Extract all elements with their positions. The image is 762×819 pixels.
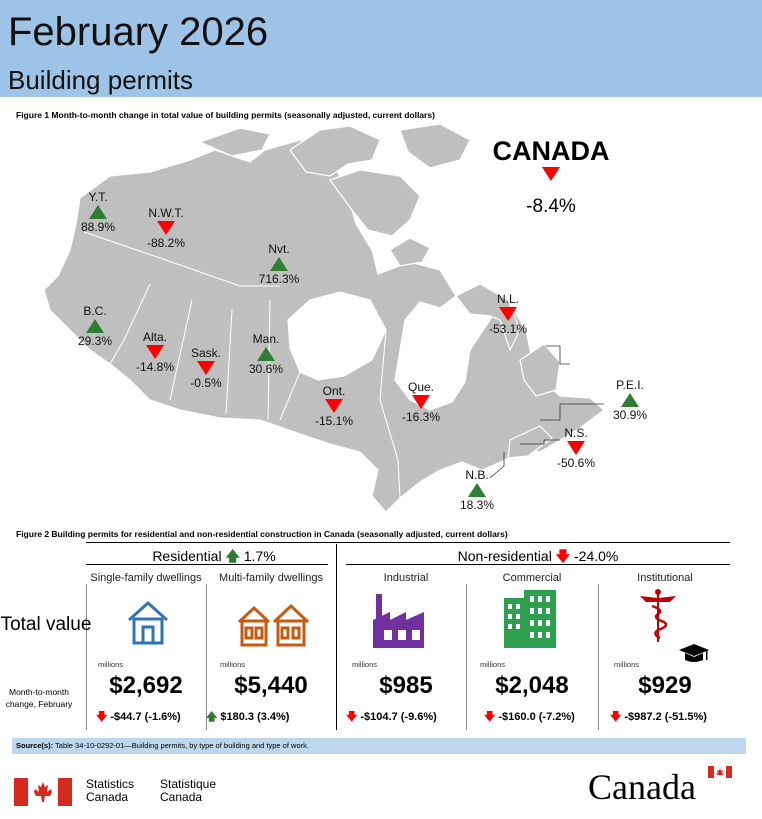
province-label: Alta. [142,330,167,344]
total-value-label: Total value [0,614,92,635]
up-arrow-icon: 🡅 [206,711,218,723]
statcan-en-line2: Canada [86,790,129,804]
office-building-icon [502,588,560,650]
down-triangle-icon [566,440,586,456]
units-label: millions [220,660,246,669]
source-text: Table 34-10-0292-01—Building permits, by type of building and type of work. [55,741,309,750]
up-triangle-icon [269,256,289,272]
canada-label: CANADA [492,136,610,166]
province-value: -15.1% [314,414,354,428]
down-triangle-icon [145,344,165,360]
category-label: Single-family dwellings [90,572,202,584]
divider [346,564,730,565]
province-label: Que. [407,380,434,394]
statcan-french [160,778,216,804]
change-text: -$44.7 (-1.6%) [110,711,181,723]
province-label: Man. [252,332,280,346]
figure2-caption: Figure 2 Building permits for residential and non-residential construction in Canada (seasonally adjusted, current dollars) [16,529,508,539]
category-value: $2,692 [109,672,183,699]
units-label: millions [352,660,378,669]
map-region-arctic-3 [400,124,470,168]
province-value: 30.9% [612,408,648,422]
province-ns [556,426,606,470]
province-que [401,380,451,424]
canada-value: -8.4% [526,196,576,217]
province-value: 716.3% [258,272,300,286]
nonresidential-header [346,546,730,570]
down-arrow-icon: 🡇 [346,711,358,723]
up-triangle-icon [256,346,276,362]
up-triangle-icon [467,482,487,498]
province-label: Y.T. [88,190,108,204]
province-label: N.S. [564,426,588,440]
province-value: 18.3% [459,498,495,512]
category-label: Multi-family dwellings [219,572,323,584]
change-text: $180.3 (3.4%) [220,711,290,723]
province-value: 88.9% [80,220,116,234]
down-triangle-icon [324,398,344,414]
units-label: millions [98,660,124,669]
page-subtitle: Building permits [8,65,193,95]
category-change [346,708,470,727]
province-nb [459,468,507,512]
graduation-cap-icon [678,642,710,664]
province-label: Nvt. [268,242,290,256]
province-value: 30.6% [248,362,284,376]
category-value: $929 [638,672,692,699]
province-value: -16.3% [401,410,441,424]
units-label: millions [480,660,506,669]
province-sask [190,346,236,390]
province-value: -14.8% [135,360,175,374]
province-ont [314,384,364,428]
category-change [610,708,740,727]
province-label: P.E.I. [616,378,644,392]
province-value: -0.5% [190,376,222,390]
statcan-fr-line2: Canada [160,790,203,804]
province-nl [488,292,538,336]
column-divider [86,584,87,730]
factory-icon [370,592,434,650]
caduceus-icon [638,588,678,644]
province-value: -53.1% [488,322,528,336]
province-yt [80,190,128,234]
category-value: $985 [379,672,433,699]
down-arrow-icon: 🡇 [610,711,622,723]
province-bc [77,304,125,348]
down-triangle-icon [196,360,216,376]
province-label: N.B. [465,468,489,482]
down-triangle-icon [498,306,518,322]
down-triangle-icon [411,394,431,410]
category-change [484,708,600,727]
category-change [96,708,208,727]
up-triangle-icon [88,204,108,220]
province-nwt [146,206,196,250]
down-triangle-icon [541,166,561,182]
figure1-caption: Figure 1 Month-to-month change in total value of building permits (seasonally adjusted, current dollars) [16,110,435,120]
page-title: February 2026 [8,10,269,54]
category-value: $5,440 [234,672,308,699]
province-label: N.L. [496,292,519,306]
statcan-fr-line1: Statistique [160,777,217,791]
province-value: -88.2% [146,236,186,250]
wordmark-flag-icon [708,766,732,778]
residential-header [100,546,328,570]
down-triangle-icon [156,220,176,236]
province-label: Sask. [190,346,221,360]
change-text: -$160.0 (-7.2%) [498,711,575,723]
residential-change: 1.7% [243,548,276,564]
canada-flag-icon [14,778,72,806]
source-bar [12,738,746,754]
house-icon [126,600,170,646]
category-label: Commercial [502,572,562,584]
category-change [206,708,336,727]
divider [86,542,730,543]
up-arrow-icon: 🡅 [225,548,240,564]
residential-label: Residential [152,548,222,564]
statcan-en-line1: Statistics [86,777,135,791]
category-value: $2,048 [495,672,569,699]
down-arrow-icon: 🡇 [484,711,496,723]
nonresidential-change: -24.0% [574,548,619,564]
statcan-english [86,778,134,804]
category-label: Industrial [383,572,429,584]
map-region-arctic-1 [290,126,380,176]
units-label: millions [614,660,640,669]
nonresidential-label: Non-residential [457,548,552,564]
houses-icon [236,602,312,648]
province-label: N.W.T. [148,206,184,220]
change-text: -$104.7 (-9.6%) [360,711,437,723]
map-region-arctic-5 [390,238,430,266]
province-nvt [258,242,309,286]
province-value: 29.3% [77,334,113,348]
province-label: B.C. [83,304,107,318]
province-man [248,332,296,376]
month-change-label: Month-to-month change, February [5,687,73,709]
down-arrow-icon: 🡇 [555,548,571,564]
up-triangle-icon [620,392,640,408]
canada-wordmark: Canada [588,767,696,807]
up-triangle-icon [85,318,105,334]
province-value: -50.6% [556,456,596,470]
divider [86,564,328,565]
province-label: Ont. [322,384,346,398]
section-divider [336,544,337,730]
change-text: -$987.2 (-51.5%) [624,711,707,723]
down-arrow-icon: 🡇 [96,711,108,723]
category-label: Institutional [637,572,693,584]
source-label: Source(s): [16,741,54,750]
province-pei [612,378,660,422]
